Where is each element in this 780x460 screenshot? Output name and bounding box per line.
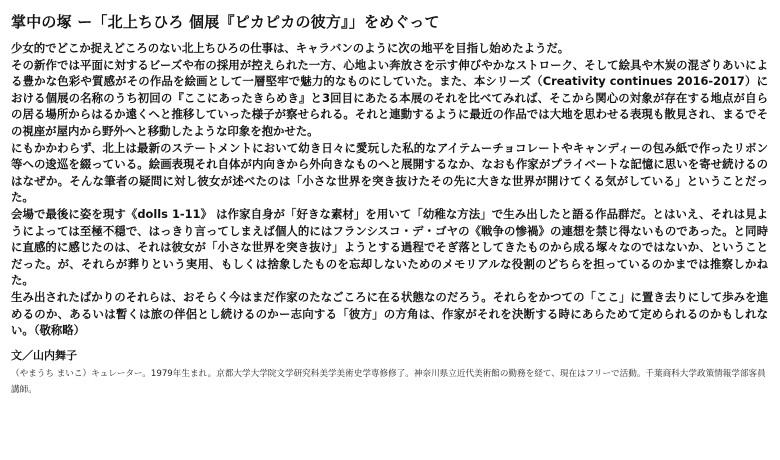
paragraph-4: 会場で最後に姿を現す《dolls 1-11》 は作家自身が「好きな素材」を用いて「幼稚な方法」で生み出したと語る作品群だ。とはいえ、それは見ようによっては至極不穏で、はっきり言ってしまえば個人的にはフランシスコ・デ・ゴヤの《戦争の惨禍》の連想を禁じ得ないものであった。と同時に直感的に感じたのは、それは彼女が「小さな世界を突き抜け」ようとする過程でそぎ落としてきたものから成る塚々なのではないか、ということだった。が、それらが葬りという実用、もしくは捨象したものを忘却しないためのメモリアルな役割のどちらを担っているのかまでは推察しかねた。	[11, 206, 768, 288]
paragraph-1: 少女的でどこか捉えどころのない北上ちひろの仕事は、キャラバンのように次の地平を目指し始めたようだ。	[11, 41, 570, 55]
paragraph-5: 生み出されたばかりのそれらは、おそらく今はまだ作家のたなごころに在る状態なのだろう。それらをかつての「ここ」に置き去りにして歩みを進めるのか、あるいは暫くは旅の伴侶とし続けるのかー志向する「彼方」の方角は、作家がそれを決断する時にあらためて定められるのかもしれない。（敬称略）	[11, 289, 768, 338]
author-bio: （やまうち まいこ）キュレーター。1979年生まれ。京都大学大学院文学研究科美学美術史学専修修了。神奈川県立近代美術館の勤務を経て、現在はフリーで活動。千葉商科大学政策情報学部客員講師。	[11, 368, 766, 395]
article-title: 掌中の塚 ー「北上ちひろ 個展『ピカピカの彼方』」をめぐって	[11, 13, 440, 31]
paragraph-2: その新作では平面に対するビーズや布の採用が控えられた一方、心地よい奔放さを示す伸びやかなストローク、そして絵具や木炭の混ざりあいによる豊かな色彩や質感がその作品を絵画として一層堅牢で魅力的なものにしていた。また、本シリーズ（Creativity continues 2016-2017）における個展の名称のうち初回の『ここにあったきらめき』と3回目にあたる本展のそれを比べてみれば、そこから関心の対象が存在する地点が自らの居る場所からはるか遠くへと推移していった様子が察せられる。それと連動するように最近の作品では大地を思わせる表現も散見され、まるでその視座が屋内から野外へと移動したような印象を抱かせた。	[11, 57, 768, 138]
article-body	[11, 40, 768, 339]
author-credit: 文／山内舞子	[11, 348, 77, 362]
paragraph-3: にもかかわらず、北上は最新のステートメントにおいて幼き日々に愛玩した私的なアイテムーチョコレートやキャンディーの包み紙で作ったリボン等への逡巡を綴っている。絵画表現それ自体が内向きから外向きなものへと展開するなか、なおも作家がプライベートな記憶に思いを寄せ続けるのはなぜか。そんな筆者の疑問に対し彼女が述べたのは「小さな世界を突き抜けたその先に大きな世界が開けてくる気がしている」ということだった。	[11, 140, 768, 205]
